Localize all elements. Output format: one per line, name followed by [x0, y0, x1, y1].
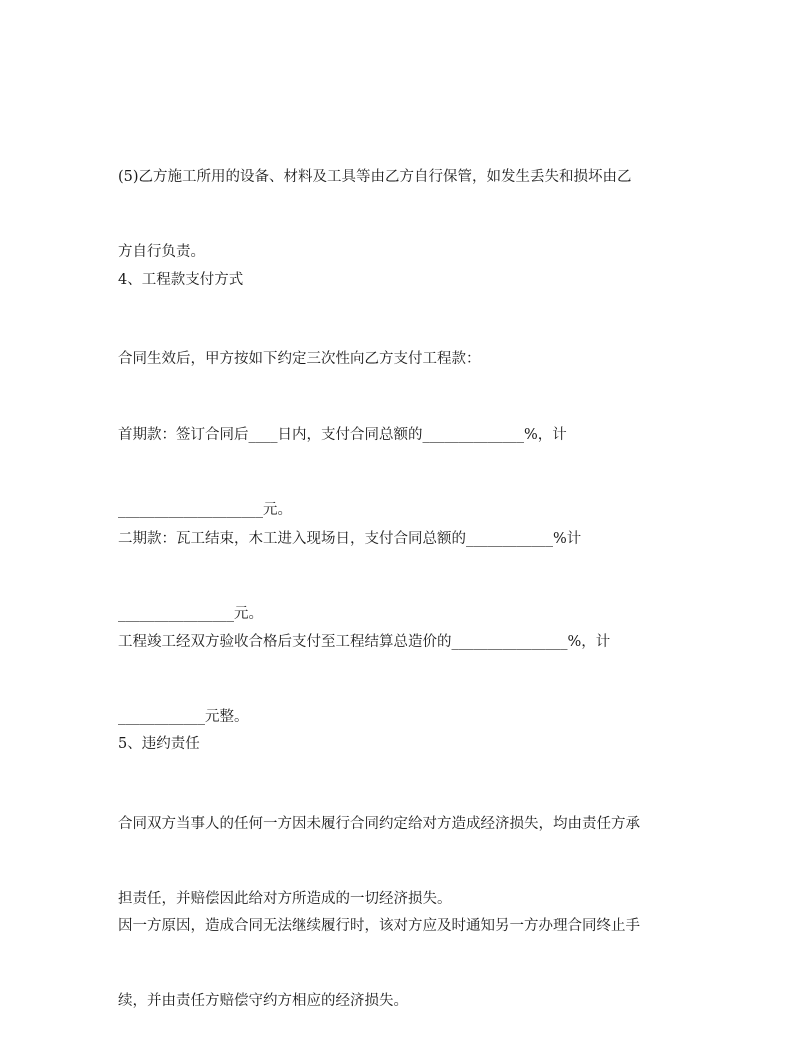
text-line: 方自行负责。 — [118, 244, 205, 260]
text-line: 首期款：签订合同后____日内，支付合同总额的______________%，计 — [118, 427, 567, 443]
text-line: 5、违约责任 — [118, 736, 200, 752]
paragraph-contract-termination — [118, 864, 688, 1064]
text-line: (5)乙方施工所用的设备、材料及工具等由乙方自行保管，如发生丢失和损坏由乙 — [118, 169, 632, 185]
text-line: 4、工程款支付方式 — [118, 272, 244, 288]
text-line: ____________元整。 — [118, 709, 249, 725]
text-line: 担责任，并赔偿因此给对方所造成的一切经济损失。 — [118, 891, 452, 907]
text-line: 合同生效后，甲方按如下约定三次性向乙方支付工程款： — [118, 351, 481, 367]
text-line: 续，并由责任方赔偿守约方相应的经济损失。 — [118, 993, 408, 1009]
text-line: 二期款：瓦工结束，木工进入现场日，支付合同总额的____________%计 — [118, 531, 582, 547]
text-line: ________________元。 — [118, 606, 263, 622]
text-line: 合同双方当事人的任何一方因未履行合同约定给对方造成经济损失，均由责任方承 — [118, 816, 640, 832]
text-line: ____________________元。 — [118, 502, 292, 518]
text-line: 工程竣工经双方验收合格后支付至工程结算总造价的________________%，计 — [118, 634, 611, 650]
text-line: 因一方原因，造成合同无法继续履行时，该对方应及时通知另一方办理合同终止手 — [118, 918, 640, 934]
